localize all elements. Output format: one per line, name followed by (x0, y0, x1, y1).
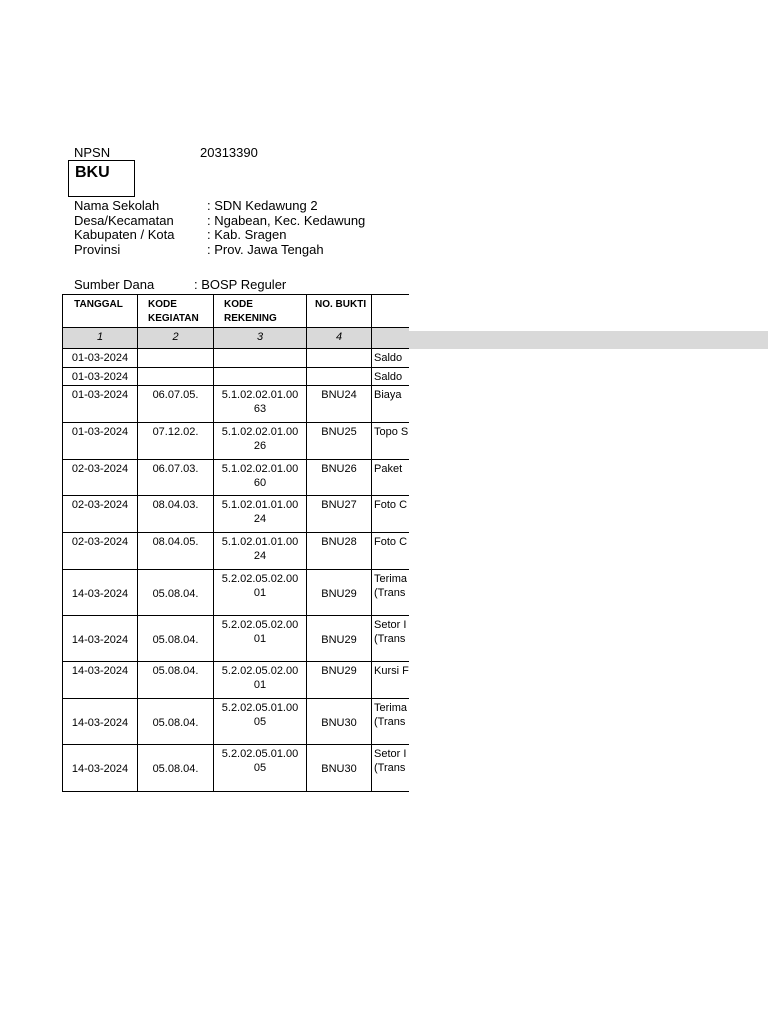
cell-no-bukti: BNU29 (307, 616, 372, 662)
table-header-row (63, 295, 409, 328)
document-title: BKU (68, 160, 135, 197)
npsn-label: NPSN (74, 145, 111, 160)
header-tanggal: TANGGAL (63, 295, 138, 328)
info-label: Kabupaten / Kota (74, 227, 175, 243)
cell-uraian: Biaya (372, 386, 409, 423)
cell-tanggal: 14-03-2024 (63, 616, 138, 662)
table-row (63, 349, 409, 368)
cell-kode-kegiatan: 05.08.04. (138, 616, 214, 662)
cell-kode-kegiatan: 08.04.05. (138, 533, 214, 570)
cell-no-bukti: BNU26 (307, 460, 372, 496)
sumber-dana-value: : BOSP Reguler (194, 277, 287, 292)
cell-kode-rekening (214, 368, 307, 386)
header-kode-kegiatan: KODE KEGIATAN (138, 295, 214, 328)
cell-no-bukti: BNU27 (307, 496, 372, 533)
column-number-band (401, 331, 768, 349)
cell-uraian: Paket (372, 460, 409, 496)
table-row (63, 616, 409, 662)
cell-kode-rekening: 5.1.02.02.01.00 60 (214, 460, 307, 496)
cell-no-bukti (307, 349, 372, 368)
cell-no-bukti (307, 368, 372, 386)
cell-tanggal: 14-03-2024 (63, 570, 138, 616)
cell-uraian: Foto C (372, 496, 409, 533)
table-row (63, 368, 409, 386)
cell-kode-rekening: 5.2.02.05.02.00 01 (214, 570, 307, 616)
cell-tanggal: 02-03-2024 (63, 496, 138, 533)
cell-tanggal: 14-03-2024 (63, 699, 138, 745)
bku-table (62, 294, 409, 792)
cell-uraian: Saldo (372, 368, 409, 386)
cell-no-bukti: BNU25 (307, 423, 372, 460)
cell-uraian: Foto C (372, 533, 409, 570)
cell-tanggal: 01-03-2024 (63, 349, 138, 368)
col-number: 3 (214, 328, 307, 349)
cell-tanggal: 02-03-2024 (63, 460, 138, 496)
table-row (63, 533, 409, 570)
cell-no-bukti: BNU29 (307, 662, 372, 699)
col-number: 1 (63, 328, 138, 349)
cell-tanggal: 01-03-2024 (63, 386, 138, 423)
table-row (63, 699, 409, 745)
cell-kode-rekening: 5.1.02.01.01.00 24 (214, 533, 307, 570)
info-value: : Kab. Sragen (207, 227, 287, 243)
cell-kode-kegiatan: 05.08.04. (138, 745, 214, 792)
header-no-bukti: NO. BUKTI (307, 295, 372, 328)
cell-tanggal: 14-03-2024 (63, 745, 138, 792)
cell-uraian: Terima (Trans (372, 570, 409, 616)
cell-kode-rekening: 5.1.02.02.01.00 63 (214, 386, 307, 423)
cell-kode-kegiatan: 06.07.03. (138, 460, 214, 496)
cell-kode-kegiatan: 05.08.04. (138, 570, 214, 616)
cell-no-bukti: BNU29 (307, 570, 372, 616)
cell-uraian: Saldo (372, 349, 409, 368)
column-number-row (63, 328, 409, 349)
cell-kode-kegiatan (138, 368, 214, 386)
cell-kode-rekening: 5.1.02.02.01.00 26 (214, 423, 307, 460)
table-row (63, 570, 409, 616)
sumber-dana-label: Sumber Dana (74, 277, 155, 292)
cell-kode-kegiatan (138, 349, 214, 368)
cell-uraian: Setor I (Trans (372, 745, 409, 792)
cell-kode-rekening (214, 349, 307, 368)
cell-uraian: Kursi F (372, 662, 409, 699)
npsn-value: 20313390 (200, 145, 258, 160)
cell-uraian: Terima (Trans (372, 699, 409, 745)
cell-no-bukti: BNU30 (307, 699, 372, 745)
info-label: Desa/Kecamatan (74, 212, 174, 228)
table-row (63, 386, 409, 423)
cell-tanggal: 01-03-2024 (63, 423, 138, 460)
col-number (372, 328, 409, 349)
cell-no-bukti: BNU30 (307, 745, 372, 792)
table-row (63, 662, 409, 699)
table-row (63, 460, 409, 496)
info-value: : Prov. Jawa Tengah (207, 242, 324, 258)
cell-kode-kegiatan: 08.04.03. (138, 496, 214, 533)
header-kode-rekening: KODE REKENING (214, 295, 307, 328)
cell-kode-rekening: 5.2.02.05.01.00 05 (214, 745, 307, 792)
table-row (63, 496, 409, 533)
cell-uraian: Setor I (Trans (372, 616, 409, 662)
cell-no-bukti: BNU24 (307, 386, 372, 423)
cell-kode-rekening: 5.2.02.05.02.00 01 (214, 662, 307, 699)
cell-kode-rekening: 5.1.02.01.01.00 24 (214, 496, 307, 533)
info-value: : Ngabean, Kec. Kedawung (207, 212, 366, 228)
info-label: Provinsi (74, 242, 121, 258)
cell-kode-kegiatan: 07.12.02. (138, 423, 214, 460)
cell-uraian: Topo S (372, 423, 409, 460)
table-row (63, 745, 409, 792)
col-number: 4 (307, 328, 372, 349)
cell-kode-kegiatan: 06.07.05. (138, 386, 214, 423)
cell-tanggal: 02-03-2024 (63, 533, 138, 570)
table-row (63, 423, 409, 460)
cell-kode-kegiatan: 05.08.04. (138, 662, 214, 699)
cell-kode-rekening: 5.2.02.05.01.00 05 (214, 699, 307, 745)
cell-tanggal: 14-03-2024 (63, 662, 138, 699)
info-value: : SDN Kedawung 2 (207, 198, 318, 213)
cell-tanggal: 01-03-2024 (63, 368, 138, 386)
info-label: Nama Sekolah (74, 198, 160, 213)
cell-no-bukti: BNU28 (307, 533, 372, 570)
col-number: 2 (138, 328, 214, 349)
header-uraian (372, 295, 409, 328)
cell-kode-rekening: 5.2.02.05.02.00 01 (214, 616, 307, 662)
cell-kode-kegiatan: 05.08.04. (138, 699, 214, 745)
